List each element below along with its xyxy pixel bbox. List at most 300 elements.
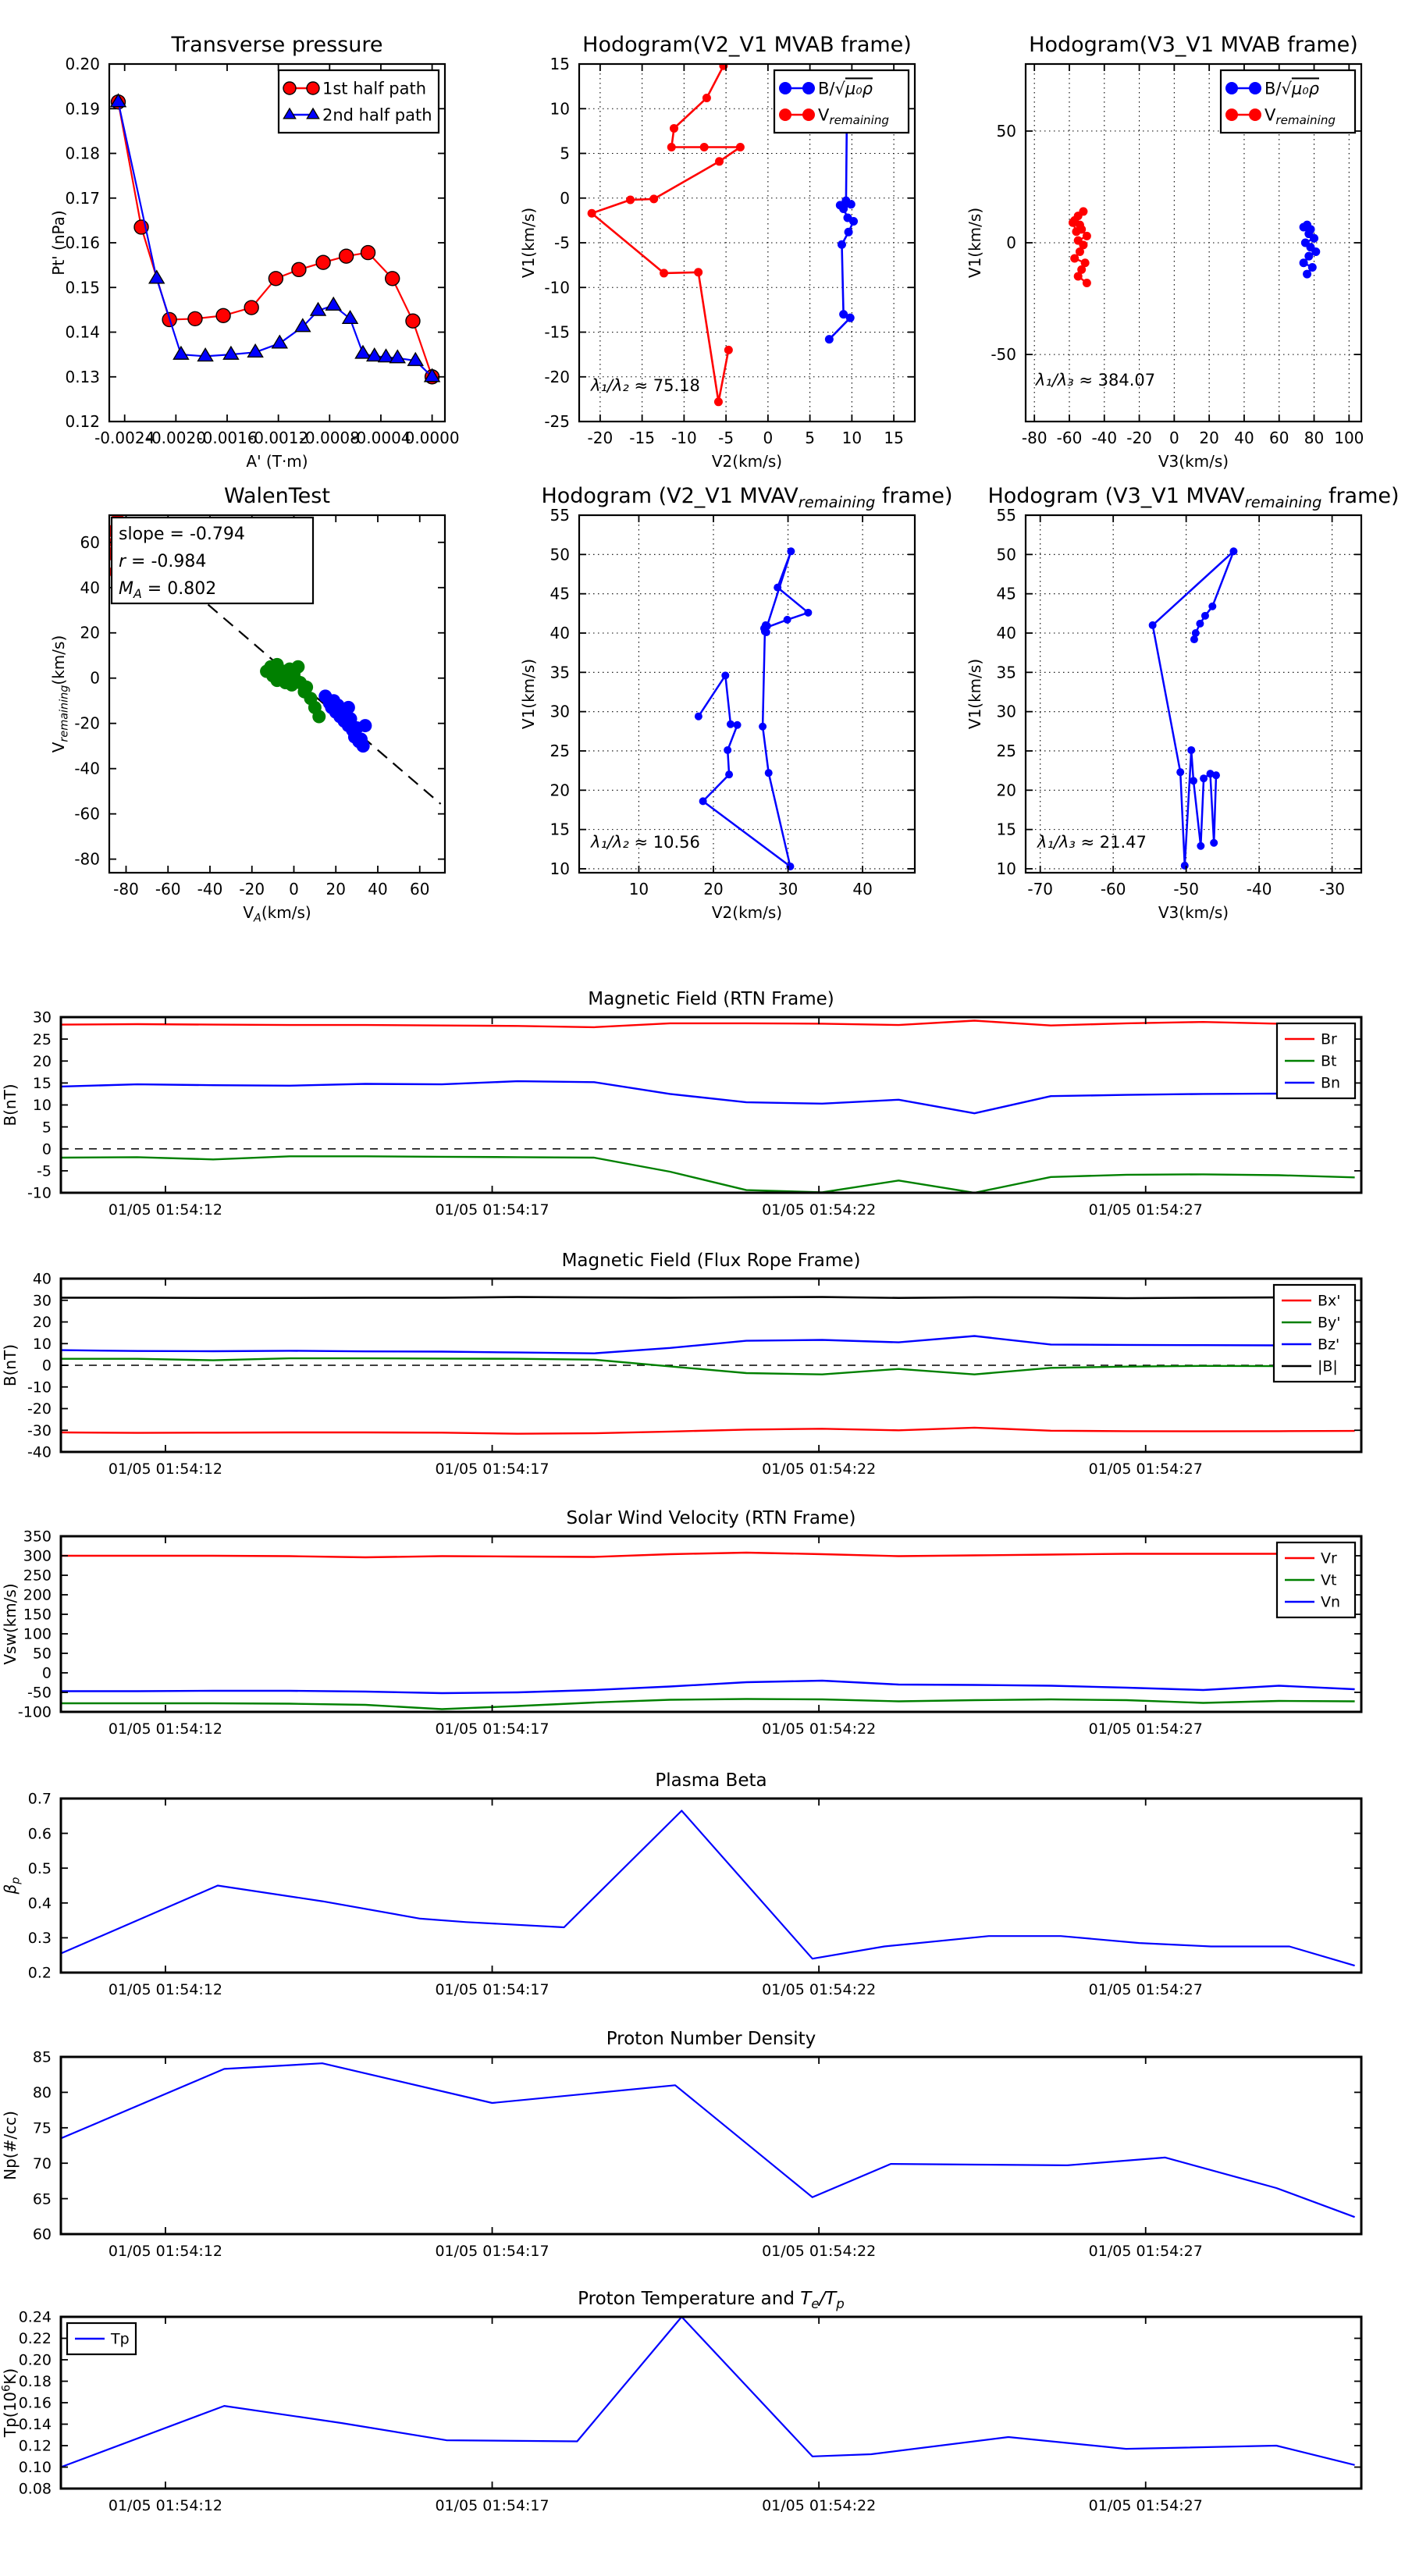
y-tick-label: 0 [41,1140,52,1158]
marker-circle [386,272,400,286]
y-tick-label: 0.08 [18,2480,52,2498]
x-tick-label: -60 [1100,880,1126,898]
y-tick-label: -80 [74,849,100,869]
series-second-half-markers [318,689,372,753]
y-tick-label: 45 [996,584,1016,603]
x-tick-label: 40 [1234,429,1254,447]
x-tick-label: -10 [671,429,697,447]
x-tick-label: 01/05 01:54:27 [1088,1981,1203,1998]
chart-hodogram-v3v1-mvav [967,480,1405,920]
axes [1,2029,1361,2260]
y-tick-label: 40 [32,1270,52,1288]
axes-frame [61,2057,1361,2234]
marker-dot [734,721,742,729]
marker-dot [694,268,702,276]
chart-title: Magnetic Field (Flux Rope Frame) [561,1251,861,1271]
marker-dot [846,314,855,322]
y-tick-label: 10 [32,1097,52,1115]
marker-circle [269,272,283,286]
y-tick-label: 40 [550,623,570,642]
marker-circle [244,301,258,315]
x-tick-label: -20 [587,429,614,447]
y-tick-label: 0.18 [65,144,100,163]
axes [1,1508,1361,1738]
x-tick-label: 01/05 01:54:17 [435,1981,550,1998]
y-tick-label: 15 [550,820,570,839]
y-tick-label: -60 [74,804,100,824]
series-V-markers [695,547,812,870]
marker-dot [626,196,635,205]
y-tick-label: 20 [32,1314,52,1332]
y-tick-label: 30 [550,702,570,721]
marker-dot [802,109,815,121]
y-tick-label: 0.24 [18,2308,52,2326]
marker-dot [357,739,370,753]
x-tick-label: 80 [1304,429,1325,447]
y-tick-label: 20 [550,781,570,800]
x-tick-label: 10 [841,429,863,447]
x-tick-label: -40 [197,880,223,898]
marker-dot [1303,270,1311,279]
x-tick-label: 100 [1334,429,1364,447]
y-tick-label: 25 [550,741,570,760]
marker-dot [1201,612,1209,620]
y-tick-label: 10 [550,99,570,119]
marker-circle [340,249,354,263]
marker-dot [300,681,313,694]
series-V-line [699,551,809,866]
legend-label: Tp [111,2330,130,2348]
axes-frame [1026,515,1361,873]
x-tick-label: 60 [410,880,430,898]
series-1st half path-line [119,102,432,377]
marker-circle [188,311,202,326]
series-Vr-line [61,1553,1355,1557]
x-tick-label: 0.0000 [404,429,460,447]
y-tick-label: 0.20 [18,2351,52,2369]
legend [1221,70,1355,133]
marker-triangle [173,347,188,359]
y-tick-label: -50 [27,1684,52,1702]
y-tick-label: 0.5 [27,1859,52,1877]
x-tick-label: 30 [777,880,799,898]
y-tick-label: 0 [41,1664,52,1682]
legend-label: Bz' [1318,1336,1340,1354]
axes [519,33,915,471]
x-tick-label: 01/05 01:54:22 [762,1461,877,1478]
legend-label: Vt [1321,1571,1337,1589]
x-tick-label: -0.0016 [197,429,258,447]
marker-dot [1070,254,1079,263]
marker-dot [1083,279,1091,287]
series-Np-line [61,2063,1355,2217]
legend-label: Br [1321,1030,1337,1048]
legend-label: |B| [1318,1357,1338,1375]
y-tick-label: 40 [996,623,1016,642]
x-tick-label: 01/05 01:54:12 [108,1201,223,1219]
marker-dot [779,82,791,94]
y-tick-label: 0.6 [27,1825,52,1843]
hodogram-v3v1-mvav-svg [967,480,1405,920]
y-tick-label: 0.16 [65,233,100,252]
marker-dot [763,628,770,636]
y-tick-label: 85 [32,2048,52,2066]
y-tick-label: 0.22 [18,2330,52,2348]
marker-dot [1249,109,1261,121]
x-tick-label: 01/05 01:54:12 [108,1720,223,1738]
y-tick-label: 0.18 [18,2373,52,2391]
y-tick-label: -10 [27,1379,52,1397]
y-tick-label: 60 [32,2226,52,2243]
marker-circle [216,308,230,322]
chart-proton-temperature [2,2282,1405,2535]
axes [966,33,1364,471]
x-tick-label: 01/05 01:54:22 [762,1720,877,1738]
x-tick-label: 20 [1199,429,1219,447]
marker-triangle [272,336,287,348]
marker-dot [1300,222,1308,231]
hodogram-v3v1-mvab-svg [966,29,1405,471]
chart-plasma-beta [2,1763,1405,2019]
marker-dot [765,769,773,777]
marker-dot [715,157,724,165]
y-tick-label: 35 [550,663,570,682]
y-tick-label: 0.7 [27,1790,52,1808]
x-tick-label: 0 [1168,429,1179,447]
ticks [61,1799,1361,1973]
marker-dot [1197,842,1204,850]
marker-dot [839,205,848,213]
b-rtn-svg [2,982,1405,1240]
x-tick-label: 20 [325,880,346,898]
y-tick-label: 350 [23,1528,52,1546]
chart-title: Solar Wind Velocity (RTN Frame) [566,1508,856,1528]
marker-dot [588,209,596,218]
marker-dot [1069,219,1077,227]
legend-label: Bx' [1318,1292,1341,1310]
y-tick-label: 55 [550,506,570,525]
stats-line: $M_A = 0.802$ [119,579,217,601]
series-group [61,1553,1355,1710]
marker-dot [845,228,853,237]
y-tick-label: 80 [32,2084,52,2102]
marker-dot [1077,225,1086,233]
y-tick-label: 20 [80,623,100,642]
series-group [111,94,439,384]
axes [49,484,445,924]
y-tick-label: 50 [550,545,570,564]
x-tick-label: 01/05 01:54:22 [762,1981,877,1998]
marker-dot [1176,768,1184,776]
series-group [695,547,812,870]
marker-triangle [355,346,370,358]
y-tick-label: 0.4 [27,1895,52,1912]
proton-density-svg [2,2022,1405,2281]
x-tick-label: 01/05 01:54:22 [762,2497,877,2514]
marker-dot [1076,247,1084,256]
y-tick-label: 200 [23,1586,52,1604]
series-Vremaining-markers [588,62,745,407]
ticks [61,1017,1361,1193]
x-tick-label: 60 [1269,429,1289,447]
marker-dot [312,710,325,723]
stats-line: r = -0.984 [119,552,207,571]
y-tick-label: 25 [32,1030,52,1048]
x-tick-label: 01/05 01:54:17 [435,2243,550,2260]
series-group [61,1811,1355,1966]
marker-circle [292,262,306,276]
chart-title: Proton Number Density [606,2029,816,2049]
marker-dot [700,143,709,151]
series-|B|-line [61,1297,1355,1298]
y-tick-label: 0.17 [65,188,100,208]
marker-triangle [326,297,341,310]
x-tick-label: 01/05 01:54:12 [108,2243,223,2260]
y-tick-label: 0 [560,188,570,208]
series-2nd half path-markers [111,94,439,382]
walen-test-svg [49,480,492,925]
y-axis-label: B(nT) [1,1343,20,1387]
y-tick-label: 0.19 [65,99,100,119]
marker-circle [307,82,319,94]
marker-dot [1310,234,1318,243]
y-tick-label: 0.12 [18,2437,52,2455]
marker-dot [804,609,812,617]
marker-dot [1208,603,1216,610]
y-tick-label: 10 [32,1335,52,1353]
chart-hodogram-v2v1-mvav [521,480,962,920]
chart-title: Hodogram (V2_V1 $MVAV_{remaining}$ frame) [541,484,953,511]
y-tick-label: 250 [23,1567,52,1585]
chart-title: Magnetic Field (RTN Frame) [588,989,834,1009]
x-tick-label: 01/05 01:54:12 [108,2497,223,2514]
axes [966,484,1400,922]
x-axis-label: A' (T·m) [246,452,308,471]
marker-dot [1074,272,1083,280]
series-V-markers [1149,547,1238,870]
marker-triangle [343,311,357,323]
legend-label: B/√μ₀ρ [818,79,873,98]
vsw-rtn-svg [2,1501,1405,1759]
legend [1277,1542,1355,1617]
y-tick-label: 50 [32,1645,52,1663]
legend-label: Bn [1321,1074,1341,1092]
legend-label: Vn [1321,1593,1341,1611]
x-tick-label: -30 [1319,880,1345,898]
legend [1274,1285,1355,1382]
x-tick-label: 01/05 01:54:17 [435,2497,550,2514]
chart-title: Hodogram (V3_V1 $MVAV_{remaining}$ frame) [987,484,1400,511]
marker-dot [667,143,676,151]
y-tick-label: 60 [80,532,100,552]
legend-label: $V_{remaining}$ [818,105,889,127]
y-tick-label: 0.10 [18,2459,52,2477]
legend-label: By' [1318,1314,1341,1332]
y-tick-label: 0.2 [27,1964,52,1982]
y-tick-label: -10 [27,1184,52,1202]
series-Bn-line [61,1081,1355,1113]
legend-label: B/√μ₀ρ [1264,79,1319,98]
ticks [61,2317,1361,2489]
marker-dot [1196,620,1204,628]
marker-dot [342,701,355,714]
y-tick-label: 0.12 [65,412,100,431]
chart-hodogram-v2v1-mvab [519,29,962,471]
marker-dot [358,719,372,732]
chart-magnetic-field-fluxrope [2,1244,1405,1499]
y-tick-label: 30 [996,702,1016,721]
legend-label: Vr [1321,1550,1337,1567]
y-tick-label: -10 [544,278,570,297]
y-tick-label: 0 [41,1357,52,1375]
x-tick-label: -70 [1027,880,1054,898]
y-tick-label: 20 [996,781,1016,800]
y-tick-label: 10 [996,859,1016,878]
x-tick-label: 15 [884,429,904,447]
series-Vremaining-line [592,66,740,402]
x-tick-label: 01/05 01:54:17 [435,1720,550,1738]
marker-dot [779,109,791,121]
marker-dot [802,82,815,94]
x-tick-label: -0.0020 [145,429,206,447]
legend [774,70,909,133]
proton-temperature-svg [2,2282,1405,2535]
y-tick-label: 55 [996,506,1016,525]
b-fluxrope-svg [2,1244,1405,1499]
y-tick-label: 5 [41,1119,52,1137]
x-tick-label: -20 [1126,429,1152,447]
y-tick-label: -40 [27,1443,52,1461]
y-tick-label: 20 [32,1052,52,1070]
series-Tp-line [61,2317,1355,2467]
marker-dot [714,397,723,406]
y-tick-label: -5 [554,233,570,252]
series-Br-line [61,1021,1355,1027]
marker-dot [787,547,795,555]
marker-dot [699,797,707,805]
y-tick-label: -50 [991,345,1016,365]
marker-dot [1200,774,1208,782]
y-tick-label: 35 [996,663,1016,682]
marker-dot [649,194,658,203]
marker-dot [1304,252,1313,261]
annotation: λ₁/λ₂ ≈ 10.56 [591,832,700,852]
axes-frame [61,1017,1361,1193]
marker-dot [724,746,731,754]
y-tick-label: 30 [32,1292,52,1310]
series-group [61,2317,1355,2467]
series-2nd half path-line [119,102,432,377]
y-tick-label: 0.16 [18,2394,52,2412]
marker-dot [1225,109,1238,121]
hodogram-v2v1-mvab-svg [519,29,962,471]
marker-dot [1083,232,1091,240]
marker-dot [847,200,855,208]
x-tick-label: -0.0012 [248,429,309,447]
y-tick-label: 0.14 [18,2416,52,2434]
y-axis-label: Np(#/cc) [1,2111,20,2180]
marker-dot [660,269,668,277]
y-tick-label: -20 [544,367,570,386]
legend [279,70,439,133]
y-tick-label: -20 [27,1400,52,1418]
legend [1277,1023,1355,1098]
x-tick-label: 01/05 01:54:12 [108,1981,223,1998]
axes-frame [61,1799,1361,1973]
y-tick-label: 70 [32,2154,52,2172]
marker-dot [702,94,711,102]
marker-dot [784,616,791,624]
y-tick-label: 15 [996,820,1016,839]
y-tick-label: 5 [560,144,570,163]
x-tick-label: 01/05 01:54:27 [1088,2497,1203,2514]
x-tick-label: -40 [1091,429,1118,447]
series-V-line [1153,551,1234,866]
chart-title: WalenTest [224,484,330,508]
axes-frame [579,515,915,873]
marker-dot [1212,771,1220,779]
y-tick-label: 0.20 [65,55,100,73]
marker-dot [724,346,733,354]
y-tick-label: 50 [996,121,1016,141]
x-tick-label: 40 [368,880,388,898]
y-tick-label: 0.3 [27,1930,52,1948]
y-tick-label: -100 [17,1703,52,1721]
marker-dot [1308,263,1317,272]
y-tick-label: -25 [544,412,570,431]
chart-walen-test [49,480,492,925]
chart-proton-density [2,2022,1405,2281]
x-tick-label: 01/05 01:54:22 [762,1201,877,1219]
marker-dot [774,584,781,592]
x-tick-label: -80 [113,880,139,898]
y-tick-label: 45 [550,584,570,603]
x-tick-label: 40 [852,880,873,898]
marker-dot [736,143,745,151]
plasma-beta-svg [2,1763,1405,2019]
axes [1,1770,1361,1998]
marker-triangle [223,347,238,359]
marker-dot [670,124,678,133]
chart-title: Hodogram(V3_V1 MVAB frame) [1029,33,1358,57]
x-tick-label: 01/05 01:54:27 [1088,1461,1203,1478]
chart-hodogram-v3v1-mvab [966,29,1405,471]
x-tick-label: -20 [239,880,265,898]
marker-dot [1187,746,1195,754]
y-axis-label: $Tp(10^6K)$ [0,2368,20,2438]
marker-dot [1225,82,1238,94]
y-axis-label: B(nT) [1,1083,20,1126]
marker-dot [291,660,304,674]
y-tick-label: 15 [550,55,570,73]
y-tick-label: 0 [1006,233,1016,252]
legend-label: 2nd half path [322,105,432,125]
x-tick-label: 01/05 01:54:27 [1088,1201,1203,1219]
y-tick-label: -5 [37,1162,52,1180]
y-axis-label: V1(km/s) [966,207,984,279]
x-axis-label: V3(km/s) [1158,903,1229,922]
marker-dot [1192,629,1200,637]
axes-frame [61,2317,1361,2489]
x-axis-label: V2(km/s) [711,903,783,922]
x-axis-label: V2(km/s) [711,452,783,471]
legend-box [1274,1285,1355,1382]
marker-dot [721,671,729,679]
marker-dot [1190,777,1197,785]
ticks [1026,515,1361,873]
series-Vn-line [61,1681,1355,1693]
x-tick-label: 0 [289,880,299,898]
